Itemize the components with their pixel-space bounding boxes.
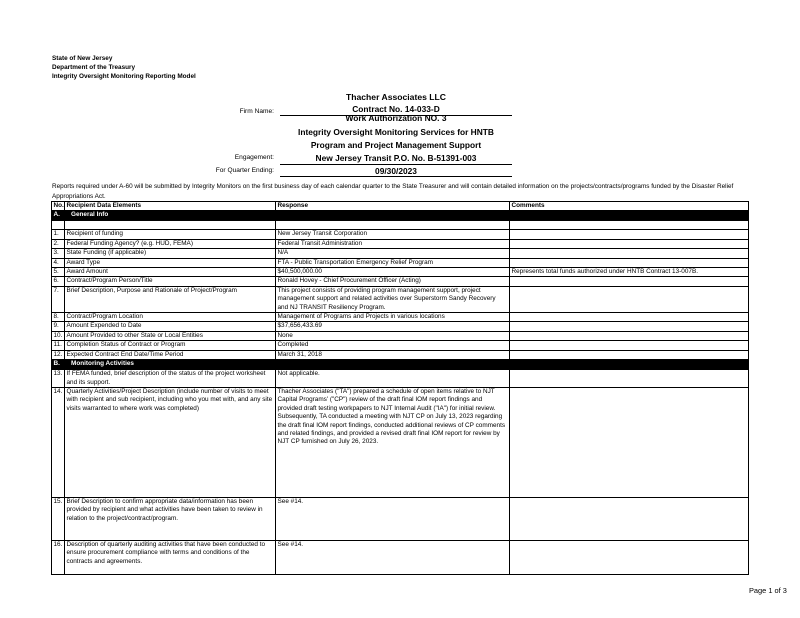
- cell-element: Completion Status of Contract or Program: [65, 341, 276, 350]
- cell-element: Recipient of funding: [65, 230, 276, 239]
- cell-comments: [510, 540, 749, 574]
- table-row: [52, 268, 749, 277]
- cell-comments: [510, 286, 749, 312]
- report-table: [51, 201, 749, 575]
- table-row: [52, 230, 749, 239]
- page-number: Page 1 of 3: [749, 586, 787, 595]
- cell-element: Award Type: [65, 258, 276, 267]
- engagement-label: Engagement:: [234, 154, 274, 161]
- cell-no: 11.: [52, 341, 65, 350]
- table-row: [52, 497, 749, 540]
- cell-element: Brief Description, Purpose and Rationale of Project/Program: [65, 286, 276, 312]
- cell-comments: [510, 230, 749, 239]
- cell-element: Amount Expended to Date: [65, 322, 276, 331]
- header-no: No.: [53, 202, 64, 209]
- cell-element: Contract/Program Location: [65, 313, 276, 322]
- quarter-value: 09/30/2023: [375, 166, 417, 176]
- table-row: [52, 331, 749, 340]
- quarter-underline: [280, 176, 512, 177]
- cell-element: Expected Contract End Date/Time Period: [65, 350, 276, 359]
- section-a-row: [52, 211, 749, 221]
- document-header: [52, 54, 196, 82]
- cell-element: Description of quarterly auditing activities that have been conducted to ensure procurement compliance with terms and conditions of the contracts and agreements.: [65, 540, 276, 574]
- engagement-line-3: New Jersey Transit P.O. No. B-51391-003: [315, 153, 477, 163]
- firm-name-label: Firm Name:: [239, 108, 274, 115]
- cell-response: $40,500,000.00: [276, 268, 510, 277]
- section-b-title: Monitoring Activities: [65, 360, 749, 370]
- cell-no: 2.: [52, 239, 65, 248]
- work-authorization: Work Authorization NO. 3: [345, 113, 447, 123]
- cell-response: $37,656,433.69: [276, 322, 510, 331]
- table-header-row: [52, 202, 749, 211]
- table-row: [52, 277, 749, 286]
- cell-comments: [510, 258, 749, 267]
- cell-element: If FEMA funded, brief description of the status of the project worksheet and its support.: [65, 370, 276, 388]
- cell-comments: Represents total funds authorized under HNTB Contract 13-007B.: [510, 268, 749, 277]
- engagement-line-2: Program and Project Management Support: [310, 140, 482, 150]
- cell-response: See #14.: [276, 497, 510, 540]
- cell-comments: [510, 331, 749, 340]
- engagement-underline: [280, 164, 512, 165]
- section-b-row: [52, 360, 749, 370]
- cell-response: This project consists of providing program management support, project management support and related activities over Superstorm Sandy Recovery and NJ TRANSIT Resiliency Program.: [276, 286, 510, 312]
- company-name: Thacher Associates LLC: [346, 92, 446, 102]
- cell-element: Brief Description to confirm appropriate data/information has been provided by recipient and what activities have been taken to review in relation to the project/contract/program.: [65, 497, 276, 540]
- table-row: [52, 322, 749, 331]
- table-row: [52, 540, 749, 574]
- cell-response: Ronald Hovey - Chief Procurement Officer (Acting): [276, 277, 510, 286]
- cell-comments: [510, 497, 749, 540]
- cell-element: Contract/Program Person/Title: [65, 277, 276, 286]
- table-row: [52, 286, 749, 312]
- header-model: Integrity Oversight Monitoring Reporting Model: [52, 73, 196, 81]
- cell-response: New Jersey Transit Corporation: [276, 230, 510, 239]
- cell-element: Federal Funding Agency? (e.g. HUD, FEMA): [65, 239, 276, 248]
- cell-no: 10.: [52, 331, 65, 340]
- cell-response: March 31, 2018: [276, 350, 510, 359]
- cell-no: 5.: [52, 268, 65, 277]
- table-row: [52, 341, 749, 350]
- intro-paragraph: Reports required under A-60 will be submitted by Integrity Monitors on the first business day of each calendar quarter to the State Treasurer and will contain detailed information on the projects/contracts/programs funded by the Disaster Relief Appropriations Act.: [52, 183, 734, 200]
- engagement-line-1: Integrity Oversight Monitoring Services for HNTB: [298, 127, 494, 137]
- cell-element: Quarterly Activities/Project Description (include number of visits to meet with recipient and sub recipient, including who you met with, and any site visits warranted to where work was completed): [65, 387, 276, 497]
- blank-row: [52, 221, 749, 230]
- cell-response: N/A: [276, 249, 510, 258]
- cell-comments: [510, 277, 749, 286]
- cell-element: Amount Provided to other State or Local Entities: [65, 331, 276, 340]
- quarter-label: For Quarter Ending:: [215, 167, 274, 174]
- cell-no: 7.: [52, 286, 65, 312]
- cell-response: Management of Programs and Projects in various locations: [276, 313, 510, 322]
- cell-response: Federal Transit Administration: [276, 239, 510, 248]
- table-row: [52, 350, 749, 359]
- section-a-letter: A.: [52, 211, 65, 221]
- cell-no: 4.: [52, 258, 65, 267]
- section-a-title: General Info: [65, 211, 749, 221]
- cell-no: 16.: [52, 540, 65, 574]
- cell-no: 1.: [52, 230, 65, 239]
- header-state: State of New Jersey: [52, 55, 113, 62]
- header-comments: Comments: [510, 202, 749, 211]
- contract-number: Contract No. 14-033-D: [352, 104, 440, 114]
- table-row: [52, 239, 749, 248]
- table-row: [52, 387, 749, 497]
- cell-no: 15.: [52, 497, 65, 540]
- header-element: Recipient Data Elements: [65, 202, 276, 211]
- cell-no: 14.: [52, 387, 65, 497]
- cell-no: 3.: [52, 249, 65, 258]
- table-row: [52, 313, 749, 322]
- header-department: Department of the Treasury: [52, 64, 136, 72]
- cell-comments: [510, 322, 749, 331]
- section-b-letter: B.: [52, 360, 65, 370]
- cell-response: See #14.: [276, 540, 510, 574]
- cell-comments: [510, 350, 749, 359]
- cell-response: Completed: [276, 341, 510, 350]
- cell-comments: [510, 387, 749, 497]
- cell-comments: [510, 313, 749, 322]
- table-row: [52, 370, 749, 388]
- cell-comments: [510, 341, 749, 350]
- cell-response: FTA - Public Transportation Emergency Relief Program: [276, 258, 510, 267]
- cell-no: 6.: [52, 277, 65, 286]
- cell-no: 9.: [52, 322, 65, 331]
- cell-no: 13.: [52, 370, 65, 388]
- cell-response: Not applicable.: [276, 370, 510, 388]
- cell-element: State Funding (if applicable): [65, 249, 276, 258]
- table-row: [52, 258, 749, 267]
- cell-no: 12.: [52, 350, 65, 359]
- cell-element: Award Amount: [65, 268, 276, 277]
- cell-comments: [510, 370, 749, 388]
- cell-comments: [510, 249, 749, 258]
- cell-comments: [510, 239, 749, 248]
- header-response: Response: [276, 202, 510, 211]
- firm-name-underline: [280, 115, 512, 116]
- cell-response: None: [276, 331, 510, 340]
- cell-no: 8.: [52, 313, 65, 322]
- table-row: [52, 249, 749, 258]
- cell-response: Thacher Associates ("TA") prepared a schedule of open items relative to NJT Capital Programs' ("CP") review of the draft final IOM report findings and provided draft testing workpapers to NJT Internal Audit ("IA") for initial review. Subsequently, TA conducted a meeting with NJT CP on July 13, 2023 regarding the draft final IOM report findings, conducted additional reviews of CP comments and related findings, and provided a revised draft final IOM report for review by NJT CP furnished on July 26, 2023.: [276, 387, 510, 497]
